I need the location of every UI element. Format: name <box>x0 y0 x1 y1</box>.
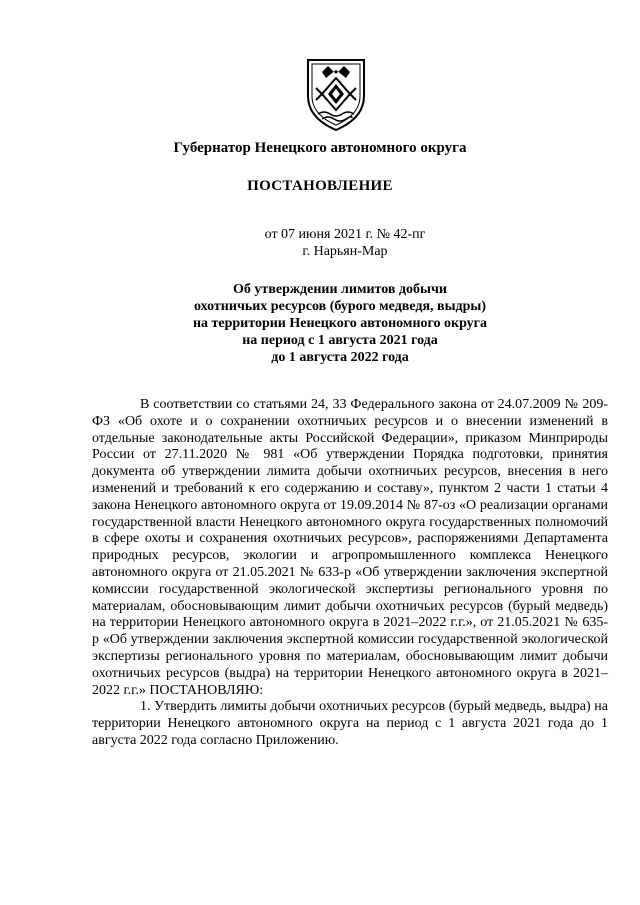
title-line: на территории Ненецкого автономного округа <box>192 316 488 331</box>
document-type: ПОСТАНОВЛЕНИЕ <box>247 178 393 194</box>
title-line: охотничьих ресурсов (бурого медведя, выдры) <box>194 299 486 314</box>
document-title <box>0 281 640 366</box>
title-line: на период с 1 августа 2021 года <box>242 333 438 348</box>
preamble-paragraph: В соответствии со статьями 24, 33 Федерального закона от 24.07.2009 № 209-ФЗ «Об охоте и о сохранении охотничьих ресурсов и о внесении изменений в отдельные законодательные акты Российской Федерации», приказом Минприроды России от 27.11.2020 № 981 «Об утверждении Порядка подготовки, принятия документа об утверждении лимита добычи охотничьих ресурсов, внесения в него изменений и требований к его содержанию и составу», пунктом 2 части 1 статьи 4 закона Ненецкого автономного округа от 19.09.2014 № 87-оз «О реализации органами государственной власти Ненецкого автономного округа государственных полномочий в сфере охоты и сохранения охотничьих ресурсов», распоряжениями Департамента природных ресурсов, экологии и агропромышленного комплекса Ненецкого автономного округа от 21.05.2021 № 633-р «Об утверждении заключения экспертной комиссии государственной экологической экспертизы регионального уровня по материалам, обосновывающим лимит добычи охотничьих ресурсов (бурый медведь) на территории Ненецкого автономного округа в 2021–2022 г.г.», от 21.05.2021 № 635-р «Об утверждении заключения экспертной комиссии государственной экологической экспертизы регионального уровня по материалам, обосновывающим лимит добычи охотничьих ресурсов (выдра) на территории Ненецкого автономного округа в 2021–2022 г.г.» ПОСТАНОВЛЯЮ: <box>92 397 608 698</box>
title-line: Об утверждении лимитов добычи <box>233 282 447 297</box>
item-1-paragraph: 1. Утвердить лимиты добычи охотничьих ресурсов (бурый медведь, выдра) на территории Ненецкого автономного округа на период с 1 августа 2021 года до 1 августа 2022 года согласно Приложению. <box>92 699 608 748</box>
place: г. Нарьян-Мар <box>302 244 388 259</box>
date-number: от 07 июня 2021 г. № 42-пг <box>264 227 426 242</box>
nao-coat-of-arms-icon <box>300 52 372 132</box>
document-body <box>92 397 608 750</box>
document-author: Губернатор Ненецкого автономного округа <box>173 140 467 156</box>
title-line: до 1 августа 2022 года <box>271 350 409 365</box>
date-block <box>0 226 640 260</box>
